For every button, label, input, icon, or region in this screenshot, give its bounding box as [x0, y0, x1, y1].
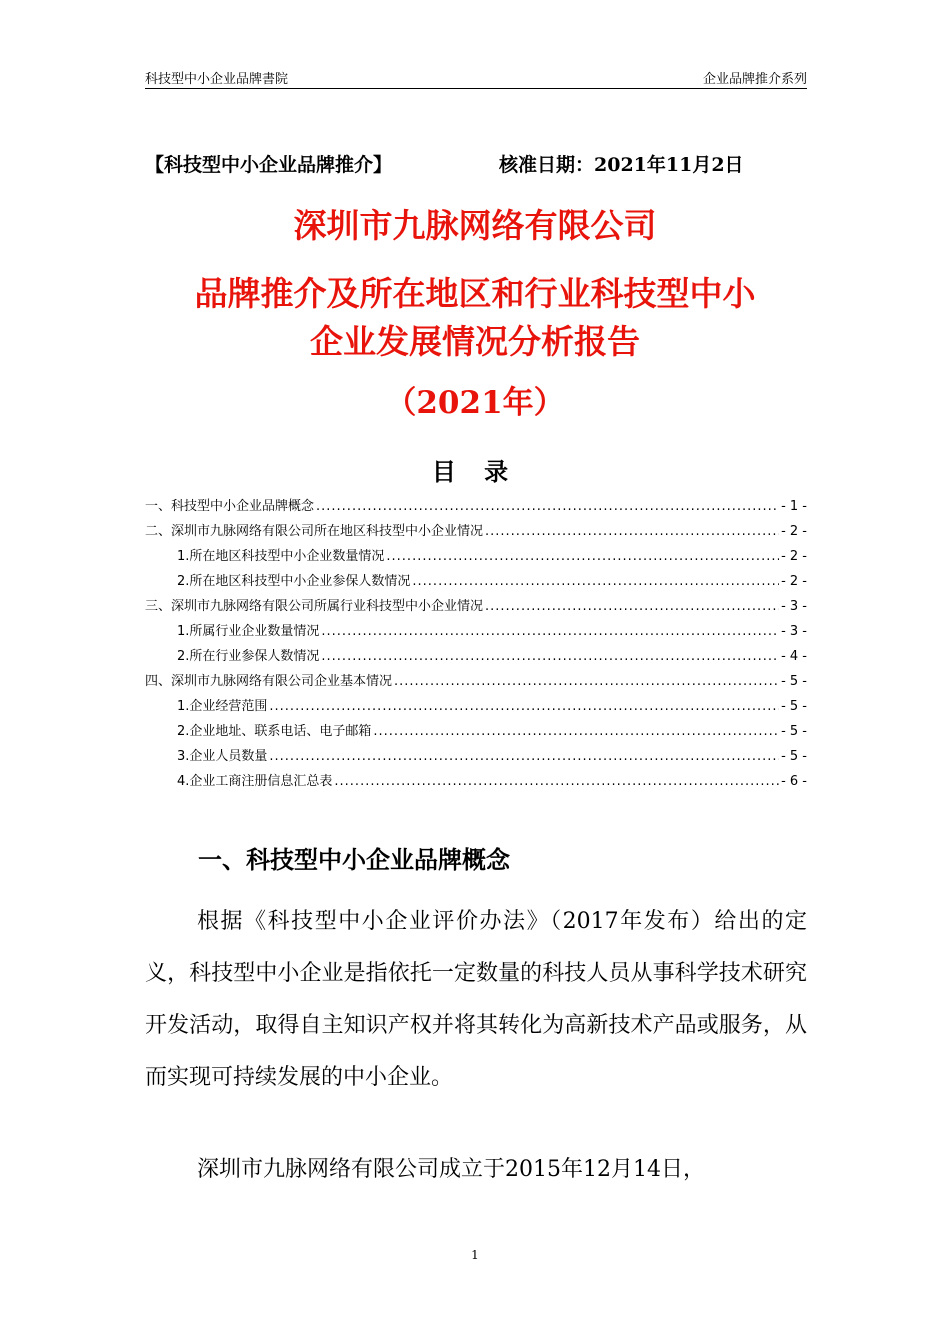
toc-leader: [386, 544, 779, 569]
toc-item-page: - 5 -: [781, 749, 807, 764]
toc-item-page: - 5 -: [781, 674, 807, 689]
toc-item-label: 2.所在地区科技型中小企业参保人数情况: [177, 574, 411, 589]
approval-date: 核准日期：2021年11月2日: [499, 154, 744, 176]
toc-item-label: 2.企业地址、联系电话、电子邮箱: [177, 724, 372, 739]
table-of-contents: [145, 494, 807, 794]
toc-item[interactable]: [145, 669, 807, 694]
toc-subitem[interactable]: [145, 744, 807, 769]
toc-item-label: 一、科技型中小企业品牌概念: [145, 499, 315, 514]
toc-subitem[interactable]: [145, 544, 807, 569]
toc-heading: 目 录: [431, 458, 519, 486]
header-right-text: 企业品牌推介系列: [702, 72, 807, 87]
toc-item-page: - 5 -: [781, 724, 807, 739]
toc-leader: [394, 669, 779, 694]
toc-leader: [334, 769, 779, 794]
page-header: [145, 66, 807, 89]
title-line-3: 企业发展情况分析报告: [310, 322, 640, 361]
toc-leader: [485, 594, 779, 619]
toc-item-page: - 5 -: [781, 699, 807, 714]
toc-item-page: - 2 -: [781, 574, 807, 589]
toc-item-label: 4.企业工商注册信息汇总表: [177, 774, 333, 789]
toc-item-page: - 1 -: [781, 499, 807, 514]
toc-leader: [269, 694, 779, 719]
title-year: （2021年）: [385, 385, 565, 421]
toc-item-label: 四、深圳市九脉网络有限公司企业基本情况: [145, 674, 393, 689]
toc-item-page: - 6 -: [781, 774, 807, 789]
toc-subitem[interactable]: [145, 619, 807, 644]
body-paragraph: 根据《科技型中小企业评价办法》（2017年发布）给出的定义，科技型中小企业是指依托一定数量的科技人员从事科学技术研究开发活动，取得自主知识产权并将其转化为高新技术产品或服务，从而实现可持续发展的中小企业。: [145, 909, 807, 1090]
title-company: 深圳市九脉网络有限公司: [293, 206, 657, 245]
toc-subitem[interactable]: [145, 644, 807, 669]
toc-item-page: - 3 -: [781, 599, 807, 614]
title-line-2: 品牌推介及所在地区和行业科技型中小: [194, 274, 756, 313]
page-number: 1: [471, 1248, 479, 1262]
toc-item[interactable]: [145, 519, 807, 544]
toc-leader: [316, 494, 779, 519]
toc-item-page: - 2 -: [781, 524, 807, 539]
toc-item-page: - 2 -: [781, 549, 807, 564]
body-paragraph: 深圳市九脉网络有限公司成立于2015年12月14日，: [197, 1157, 705, 1182]
toc-subitem[interactable]: [145, 694, 807, 719]
toc-subitem[interactable]: [145, 569, 807, 594]
toc-item-label: 1.企业经营范围: [177, 699, 268, 714]
toc-item[interactable]: [145, 594, 807, 619]
toc-item-label: 1.所属行业企业数量情况: [177, 624, 320, 639]
toc-leader: [321, 644, 779, 669]
toc-subitem[interactable]: [145, 719, 807, 744]
toc-item-label: 3.企业人员数量: [177, 749, 268, 764]
toc-leader: [485, 519, 779, 544]
toc-leader: [412, 569, 779, 594]
toc-item-label: 二、深圳市九脉网络有限公司所在地区科技型中小企业情况: [145, 524, 484, 539]
toc-leader: [269, 744, 779, 769]
toc-item-label: 三、深圳市九脉网络有限公司所属行业科技型中小企业情况: [145, 599, 484, 614]
toc-leader: [373, 719, 779, 744]
toc-leader: [321, 619, 779, 644]
section-heading: 一、科技型中小企业品牌概念: [198, 846, 510, 874]
toc-item[interactable]: [145, 494, 807, 519]
tagline-category: 【科技型中小企业品牌推介】: [145, 154, 393, 176]
toc-subitem[interactable]: [145, 769, 807, 794]
tagline: [145, 150, 807, 178]
toc-item-page: - 4 -: [781, 649, 807, 664]
toc-item-page: - 3 -: [781, 624, 807, 639]
toc-item-label: 2.所在行业参保人数情况: [177, 649, 320, 664]
toc-item-label: 1.所在地区科技型中小企业数量情况: [177, 549, 385, 564]
header-left-text: 科技型中小企业品牌書院: [145, 72, 289, 87]
